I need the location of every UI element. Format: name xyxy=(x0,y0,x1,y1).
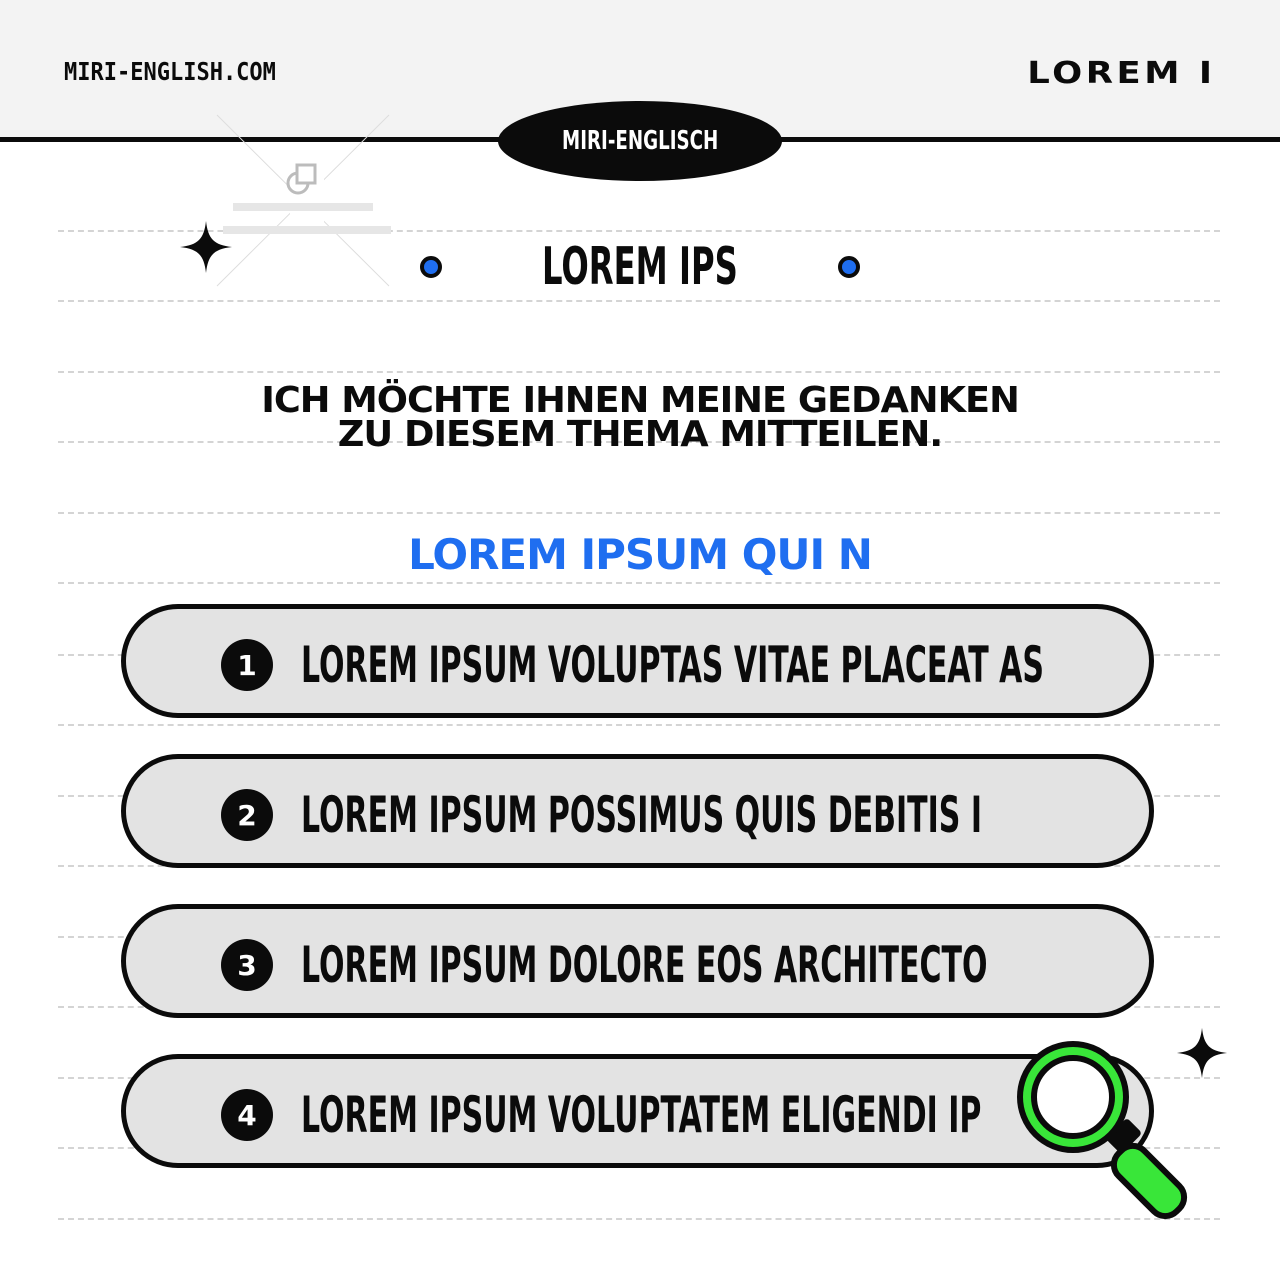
bullet-dot-icon xyxy=(420,256,442,278)
item-label: LOREM IPSUM VOLUPTAS VITAE PLACEAT AS xyxy=(301,636,1044,694)
brand-logo-text: LOREM I xyxy=(1027,56,1216,91)
list-item xyxy=(121,904,1154,1018)
section-title xyxy=(0,236,1280,298)
center-pill-badge xyxy=(498,101,782,181)
list-item xyxy=(121,604,1154,718)
subheadline: LOREM IPSUM QUI N xyxy=(408,530,872,579)
item-number-badge: 3 xyxy=(221,939,273,991)
site-url: MIRI-ENGLISH.COM xyxy=(64,58,276,87)
item-label: LOREM IPSUM POSSIMUS QUIS DEBITIS I xyxy=(301,786,982,844)
center-pill-label: MIRI-ENGLISCH xyxy=(561,126,719,156)
magnifying-glass-icon xyxy=(1016,1040,1196,1220)
headline xyxy=(0,380,1280,455)
list-item xyxy=(121,1054,1154,1168)
headline-line-1: ICH MÖCHTE IHNEN MEINE GEDANKEN xyxy=(261,380,1019,421)
headline-line-2: ZU DIESEM THEMA MITTEILEN. xyxy=(337,414,943,455)
item-label: LOREM IPSUM VOLUPTATEM ELIGENDI IP xyxy=(301,1086,982,1144)
item-number-badge: 4 xyxy=(221,1089,273,1141)
item-number-badge: 1 xyxy=(221,639,273,691)
item-number-badge: 2 xyxy=(221,789,273,841)
list-item xyxy=(121,754,1154,868)
section-title-text: LOREM IPS xyxy=(542,237,738,297)
bullet-dot-icon xyxy=(838,256,860,278)
item-label: LOREM IPSUM DOLORE EOS ARCHITECTO xyxy=(301,936,988,994)
